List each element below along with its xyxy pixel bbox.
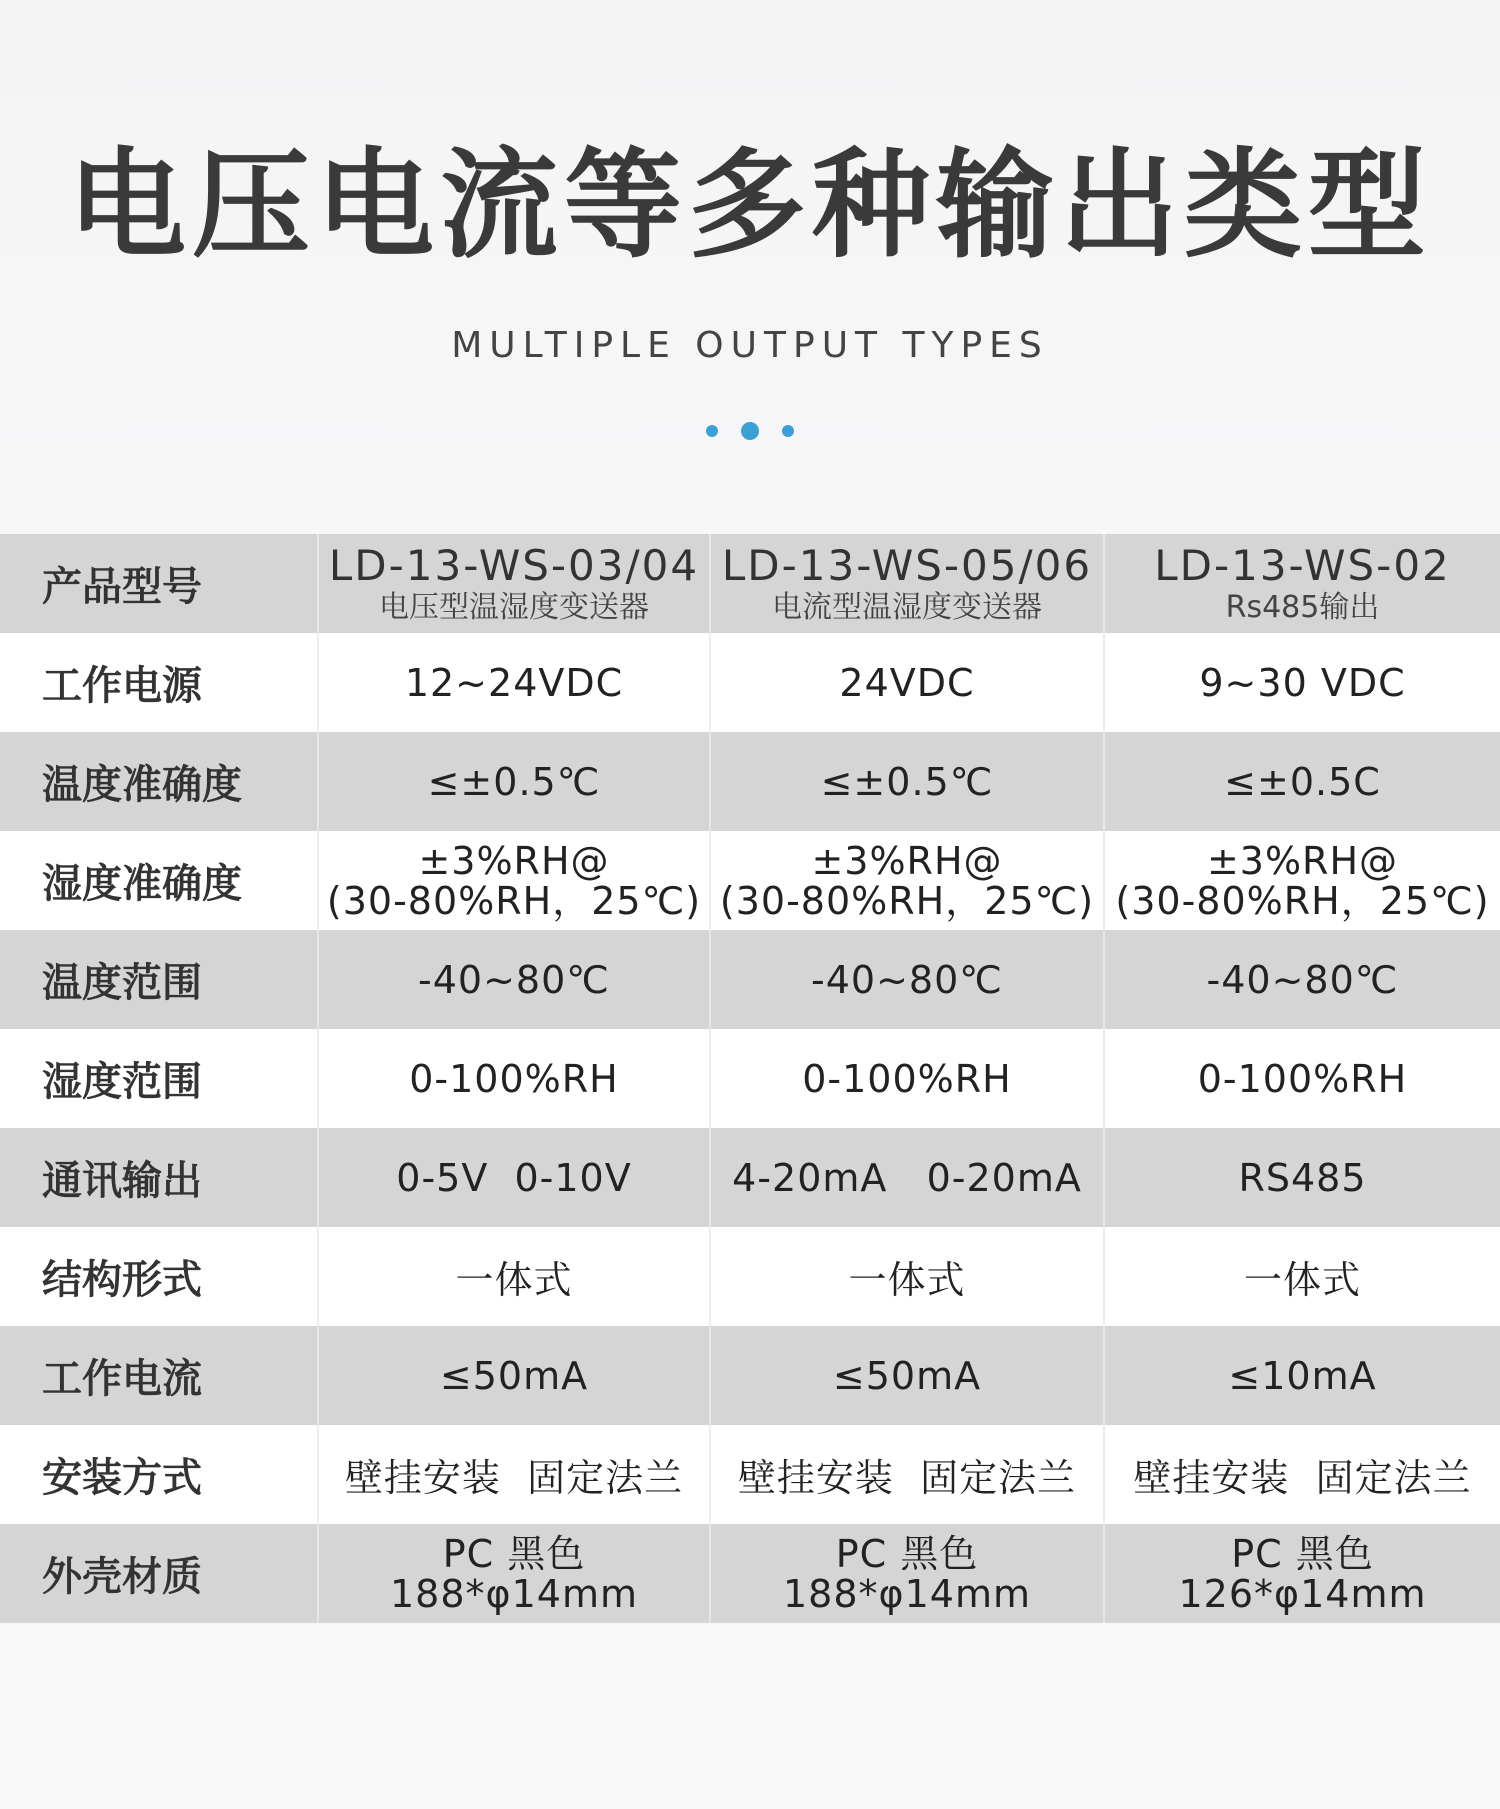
table-cell [1104, 1128, 1500, 1227]
cell-value: 0-100%RH [802, 1056, 1012, 1101]
row-label: 结构形式 [0, 1227, 318, 1326]
cell-line: (30-80%RH，25℃) [326, 878, 702, 923]
cell-value: RS485 [1238, 1155, 1367, 1200]
cell-value: 24VDC [839, 660, 975, 705]
cell-value: 4-20mA 0-20mA [732, 1155, 1082, 1200]
cell-value: 一体式 [1243, 1258, 1361, 1302]
spec-table [0, 534, 1500, 1623]
cell-value: 0-5V 0-10V [396, 1155, 632, 1200]
cell-value: 0-100%RH [409, 1056, 619, 1101]
cell-line: PC 黑色 [835, 1531, 979, 1576]
cell-value: ≤±0.5℃ [427, 759, 601, 804]
table-cell [318, 831, 710, 930]
cell-line: ±3%RH@ [1206, 838, 1399, 883]
cell-value: 壁挂安装 固定法兰 [1133, 1456, 1472, 1500]
cell-line: ±3%RH@ [418, 838, 610, 883]
cell-line: (30-80%RH，25℃) [719, 878, 1095, 923]
cell-value: -40~80℃ [1206, 957, 1399, 1002]
table-cell [1104, 1029, 1500, 1128]
dot-icon [706, 425, 718, 437]
table-cell [710, 1227, 1104, 1326]
table-cell [710, 831, 1104, 930]
table-row [0, 1128, 1500, 1227]
cell-value: 壁挂安装 固定法兰 [737, 1456, 1077, 1500]
table-row [0, 633, 1500, 732]
row-label: 温度范围 [0, 930, 318, 1029]
dot-icon [741, 422, 759, 440]
table-row [0, 732, 1500, 831]
table-cell [710, 1326, 1104, 1425]
table-row [0, 1227, 1500, 1326]
row-label: 湿度准确度 [0, 831, 318, 930]
model-cell [710, 534, 1104, 633]
model-name: LD-13-WS-02 [1154, 540, 1451, 590]
table-cell [710, 1128, 1104, 1227]
decorative-dots [0, 420, 1500, 444]
table-row [0, 1524, 1500, 1623]
cell-value: 12~24VDC [404, 660, 624, 705]
table-cell [318, 633, 710, 732]
cell-line: PC 黑色 [442, 1531, 586, 1576]
table-cell [710, 732, 1104, 831]
table-cell [710, 1029, 1104, 1128]
model-desc: Rs485输出 [1225, 589, 1380, 625]
cell-value: 0-100%RH [1197, 1056, 1408, 1101]
cell-value: 一体式 [848, 1258, 966, 1302]
row-label: 工作电源 [0, 633, 318, 732]
table-cell [318, 1326, 710, 1425]
table-cell [318, 1425, 710, 1524]
cell-value: ≤10mA [1228, 1353, 1377, 1398]
model-cell [318, 534, 710, 633]
cell-line: (30-80%RH，25℃) [1115, 878, 1490, 923]
table-cell [1104, 1524, 1500, 1623]
table-header-row [0, 534, 1500, 633]
table-cell [318, 930, 710, 1029]
page-title: 电压电流等多种输出类型 [67, 136, 1432, 274]
table-cell [1104, 633, 1500, 732]
row-label: 产品型号 [0, 534, 318, 633]
table-cell [1104, 831, 1500, 930]
cell-value: ≤±0.5℃ [820, 759, 994, 804]
table-cell [318, 1029, 710, 1128]
table-row [0, 1326, 1500, 1425]
table-cell [1104, 1326, 1500, 1425]
cell-line: 188*φ14mm [783, 1571, 1031, 1616]
cell-line: 188*φ14mm [390, 1571, 638, 1616]
cell-line: PC 黑色 [1231, 1531, 1374, 1576]
cell-value: 一体式 [455, 1258, 573, 1302]
table-cell [318, 1128, 710, 1227]
row-label: 安装方式 [0, 1425, 318, 1524]
cell-value: ≤±0.5C [1224, 759, 1381, 804]
model-name: LD-13-WS-05/06 [721, 540, 1093, 590]
table-cell [1104, 1425, 1500, 1524]
cell-value: 壁挂安装 固定法兰 [344, 1456, 684, 1500]
row-label: 通讯输出 [0, 1128, 318, 1227]
model-name: LD-13-WS-03/04 [328, 540, 700, 590]
model-cell [1104, 534, 1500, 633]
row-label: 温度准确度 [0, 732, 318, 831]
cell-value: ≤50mA [832, 1353, 982, 1398]
table-row [0, 1029, 1500, 1128]
table-cell [710, 930, 1104, 1029]
table-row [0, 1425, 1500, 1524]
table-cell [1104, 732, 1500, 831]
model-desc: 电流型温湿度变送器 [772, 589, 1042, 625]
row-label: 工作电流 [0, 1326, 318, 1425]
table-cell [318, 1524, 710, 1623]
table-row [0, 930, 1500, 1029]
cell-value: 9~30 VDC [1199, 660, 1406, 705]
page-subtitle: MULTIPLE OUTPUT TYPES [451, 325, 1049, 366]
cell-value: -40~80℃ [811, 957, 1003, 1002]
table-row [0, 831, 1500, 930]
table-cell [710, 1524, 1104, 1623]
table-cell [318, 1227, 710, 1326]
table-cell [710, 1425, 1104, 1524]
cell-line: ±3%RH@ [811, 838, 1003, 883]
cell-line: 126*φ14mm [1178, 1571, 1427, 1616]
row-label: 湿度范围 [0, 1029, 318, 1128]
dot-icon [782, 425, 794, 437]
row-label: 外壳材质 [0, 1524, 318, 1623]
table-cell [1104, 1227, 1500, 1326]
table-cell [1104, 930, 1500, 1029]
table-cell [318, 732, 710, 831]
cell-value: -40~80℃ [418, 957, 610, 1002]
model-desc: 电压型温湿度变送器 [379, 589, 649, 625]
table-cell [710, 633, 1104, 732]
cell-value: ≤50mA [439, 1353, 589, 1398]
